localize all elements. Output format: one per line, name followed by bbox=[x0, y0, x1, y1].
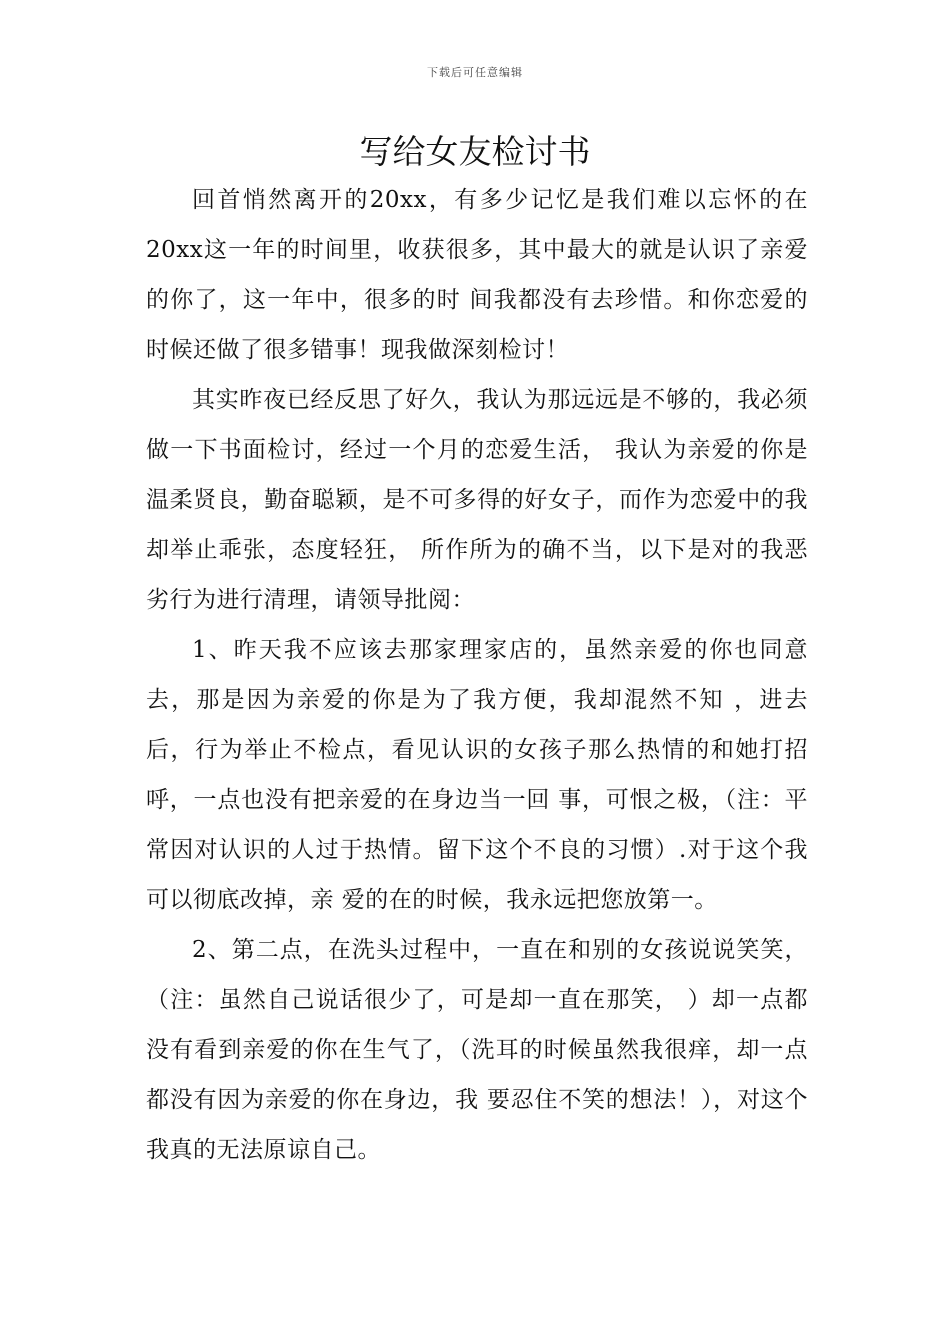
paragraph-1: 回首悄然离开的20xx，有多少记忆是我们难以忘怀的在20xx这一年的时间里，收获很多，其中最大的就是认识了亲爱的你了，这一年中，很多的时 间我都没有去珍惜。和你恋爱的时候还做了很多错事！现我做深刻检讨！ bbox=[146, 187, 808, 363]
document-title: 写给女友检讨书 bbox=[359, 132, 591, 171]
document-body bbox=[146, 175, 808, 1175]
header-note: 下载后可任意编辑 bbox=[427, 66, 523, 79]
paragraph-4: 2、第二点，在洗头过程中，一直在和别的女孩说说笑笑，（注：虽然自己说话很少了，可是却一直在那笑， ）却一点都没有看到亲爱的你在生气了，（洗耳的时候虽然我很痒，却一点都没有因为亲爱的你在身边，我 要忍住不笑的想法！），对这个我真的无法原谅自己。 bbox=[146, 937, 808, 1163]
paragraph-2: 其实昨夜已经反思了好久，我认为那远远是不够的，我必须做一下书面检讨，经过一个月的恋爱生活， 我认为亲爱的你是温柔贤良，勤奋聪颖，是不可多得的好女子，而作为恋爱中的我却举止乖张，态度轻狂， 所作所为的确不当，以下是对的我恶劣行为进行清理，请领导批阅： bbox=[146, 387, 808, 613]
paragraph-3: 1、昨天我不应该去那家理家店的，虽然亲爱的你也同意去，那是因为亲爱的你是为了我方便，我却混然不知 ，进去后，行为举止不检点，看见认识的女孩子那么热情的和她打招呼，一点也没有把亲爱的在身边当一回 事，可恨之极，（注：平常因对认识的人过于热情。留下这个不良的习惯）.对于这个我可以彻底改掉，亲 爱的在的时候，我永远把您放第一。 bbox=[146, 637, 808, 913]
